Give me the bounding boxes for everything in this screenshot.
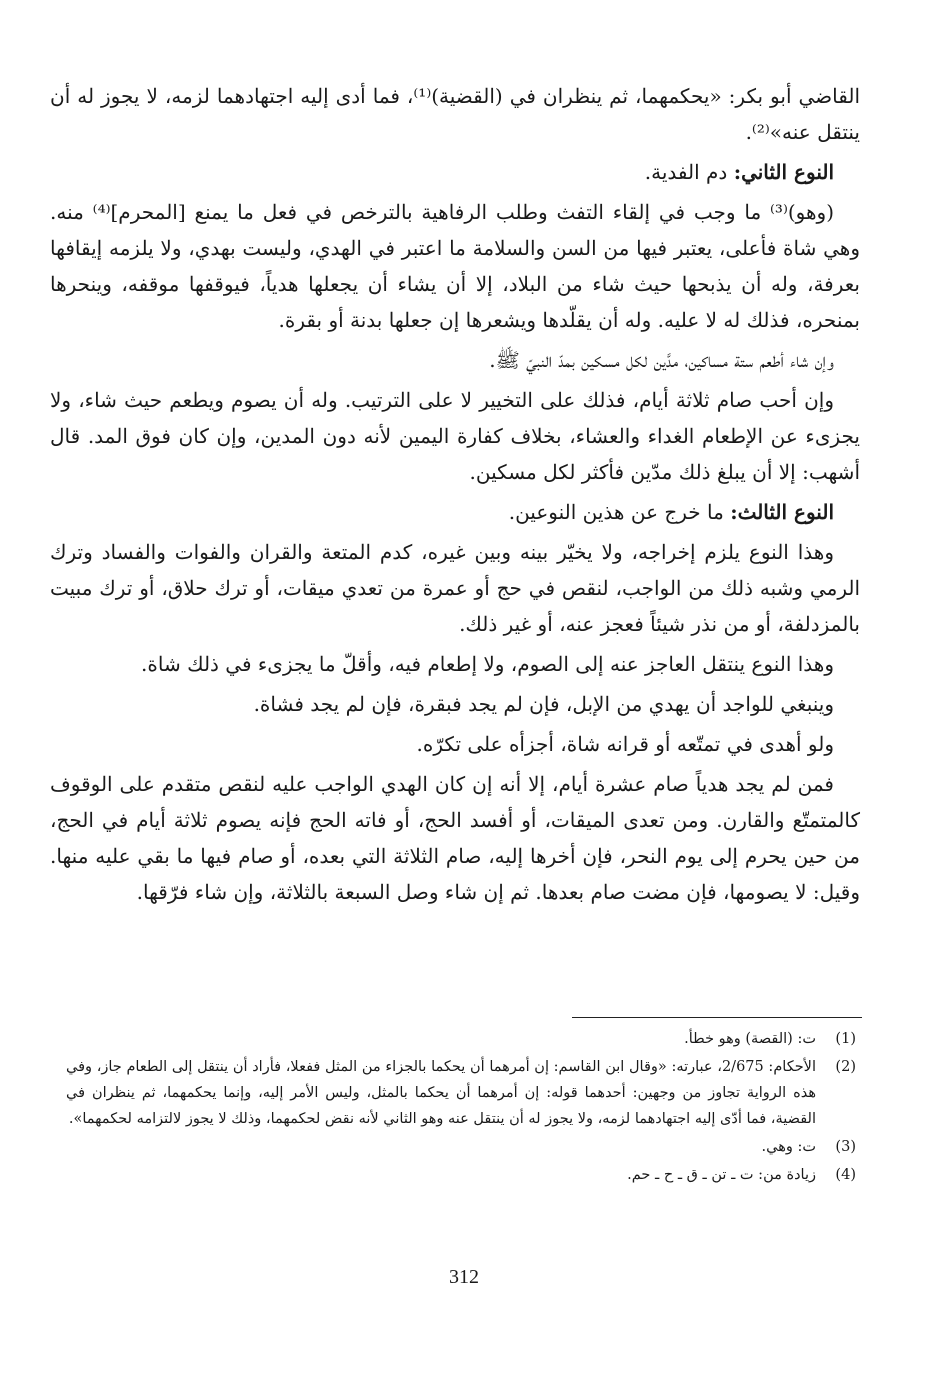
section-heading-2-text: دم الفدية. xyxy=(644,160,734,184)
footnote-1 xyxy=(66,1026,856,1052)
footnote-text: الأحكام: 2/675، عبارته: «وقال ابن القاسم: إن أمرهما أن يحكما بالجزاء من المثل ففعلا، فأراد أن ينتقل إلى الطعام جاز، وفي هذه الرواية تجاوز من وجهين: أحدهما قوله: إن أمرهما أن يحكما بالمثل، وليس الأمر إليه، وإنما يحكمهما، ثم ينظران في القضية، فما أدّى إليه اجتهادهما لزمه، ولا يجوز له أن ينتقل عنه وهو الثاني لأنه نقض لحكمهما، وذلك لا يجوز لالتزامه لحكمهما». xyxy=(66,1059,816,1127)
footnote-number: (4) xyxy=(835,1167,856,1183)
paragraph-5: وهذا النوع يلزم إخراجه، ولا يخيّر بينه وبين غيره، كدم المتعة والقران والفوات والفساد وترك الرمي وشبه ذلك من الواجب، لنقص في حج أو عمرة من تعدي ميقات، أو ترك حلاق، أو ترك مبيت بالمزدلفة، أو من نذر شيئاً فعجز عنه، أو غير ذلك. xyxy=(50,540,860,636)
footnote-4 xyxy=(66,1162,856,1188)
section-heading-2-label: النوع الثاني: xyxy=(733,160,834,184)
footnote-number: (1) xyxy=(835,1031,856,1047)
footnote-text: زيادة من: ت ـ تن ـ ق ـ ح ـ حم. xyxy=(627,1167,816,1183)
paragraph-8: ولو أهدى في تمتّعه أو قرانه شاة، أجزأه على تكرّه. xyxy=(416,732,834,756)
paragraph-9: فمن لم يجد هدياً صام عشرة أيام، إلا أنه إن كان الهدي الواجب عليه لنقص متقدم على الوقوف كالمتمتّع والقارن. ومن تعدى الميقات، أو أفسد الحج، أو فاته الحج فإنه يصوم ثلاثة أيام في الحج، من حين يحرم إلى يوم النحر، فإن أخرها إليه، صام الثلاثة التي بعده، أو صام فيها ما بقي عليه منها. وقيل: لا يصومها، فإن مضت صام بعدها. ثم إن شاء وصل السبعة بالثلاثة، وإن شاء فرّقها. xyxy=(50,772,860,904)
footnote-3 xyxy=(66,1134,856,1160)
footnote-text: ت: وهي. xyxy=(761,1139,816,1155)
section-heading-3 xyxy=(50,494,860,530)
section-heading-3-text: ما خرج عن هذين النوعين. xyxy=(508,500,731,524)
footnotes xyxy=(66,1026,856,1188)
footnote-number: (2) xyxy=(835,1059,856,1075)
paragraph-4: وإن أحب صام ثلاثة أيام، فذلك على التخيير لا على الترتيب. وله أن يصوم ويطعم حيث شاء، ولا يجزىء عن الإطعام الغداء والعشاء، بخلاف كفارة اليمين لأنه دون المدين، وإن كان فوق المد. قال أشهب: إلا أن يبلغ ذلك مدّين فأكثر لكل مسكين. xyxy=(50,388,860,484)
footnote-text: ت: (القصة) وهو خطأ. xyxy=(684,1031,816,1047)
footnote-divider xyxy=(572,1017,862,1018)
paragraph-1: القاضي أبو بكر: «يحكمهما، ثم ينظران في (القضية)⁽¹⁾، فما أدى إليه اجتهادهما لزمه، لا يجوز له أن ينتقل عنه»⁽²⁾. xyxy=(50,84,860,144)
paragraph-6: وهذا النوع ينتقل العاجز عنه إلى الصوم، ولا إطعام فيه، وأقلّ ما يجزىء في ذلك شاة. xyxy=(141,652,834,676)
section-heading-2 xyxy=(50,154,860,190)
section-heading-3-label: النوع الثالث: xyxy=(730,500,834,524)
paragraph-7: وينبغي للواجد أن يهدي من الإبل، فإن لم يجد فبقرة، فإن لم يجد فشاة. xyxy=(253,692,834,716)
paragraph-3: وإن شاء أطعم ستة مساكين، مدَّين لكل مسكين بمدّ النبيّ ﷺ. xyxy=(489,348,834,372)
page-number: 312 xyxy=(449,1266,479,1288)
main-text xyxy=(50,78,860,910)
paragraph-2: (وهو)⁽³⁾ ما وجب في إلقاء التفث وطلب الرفاهية بالترخص في فعل ما يمنع [المحرم]⁽⁴⁾ منه. وهي شاة فأعلى، يعتبر فيها من السن والسلامة ما اعتبر في الهدي، وليست بهدي، ولا يلزمه إيقافها بعرفة، وله أن يذبحها حيث شاء من البلاد، إلا أن يشاء أن يجعلها هدياً، فيوقفها موقفه، وينحرها بمنحره، فذلك له لا عليه. وله أن يقلّدها ويشعرها إن جعلها بدنة أو بقرة. xyxy=(50,200,860,332)
footnote-number: (3) xyxy=(835,1139,856,1155)
footnote-2 xyxy=(66,1054,856,1132)
